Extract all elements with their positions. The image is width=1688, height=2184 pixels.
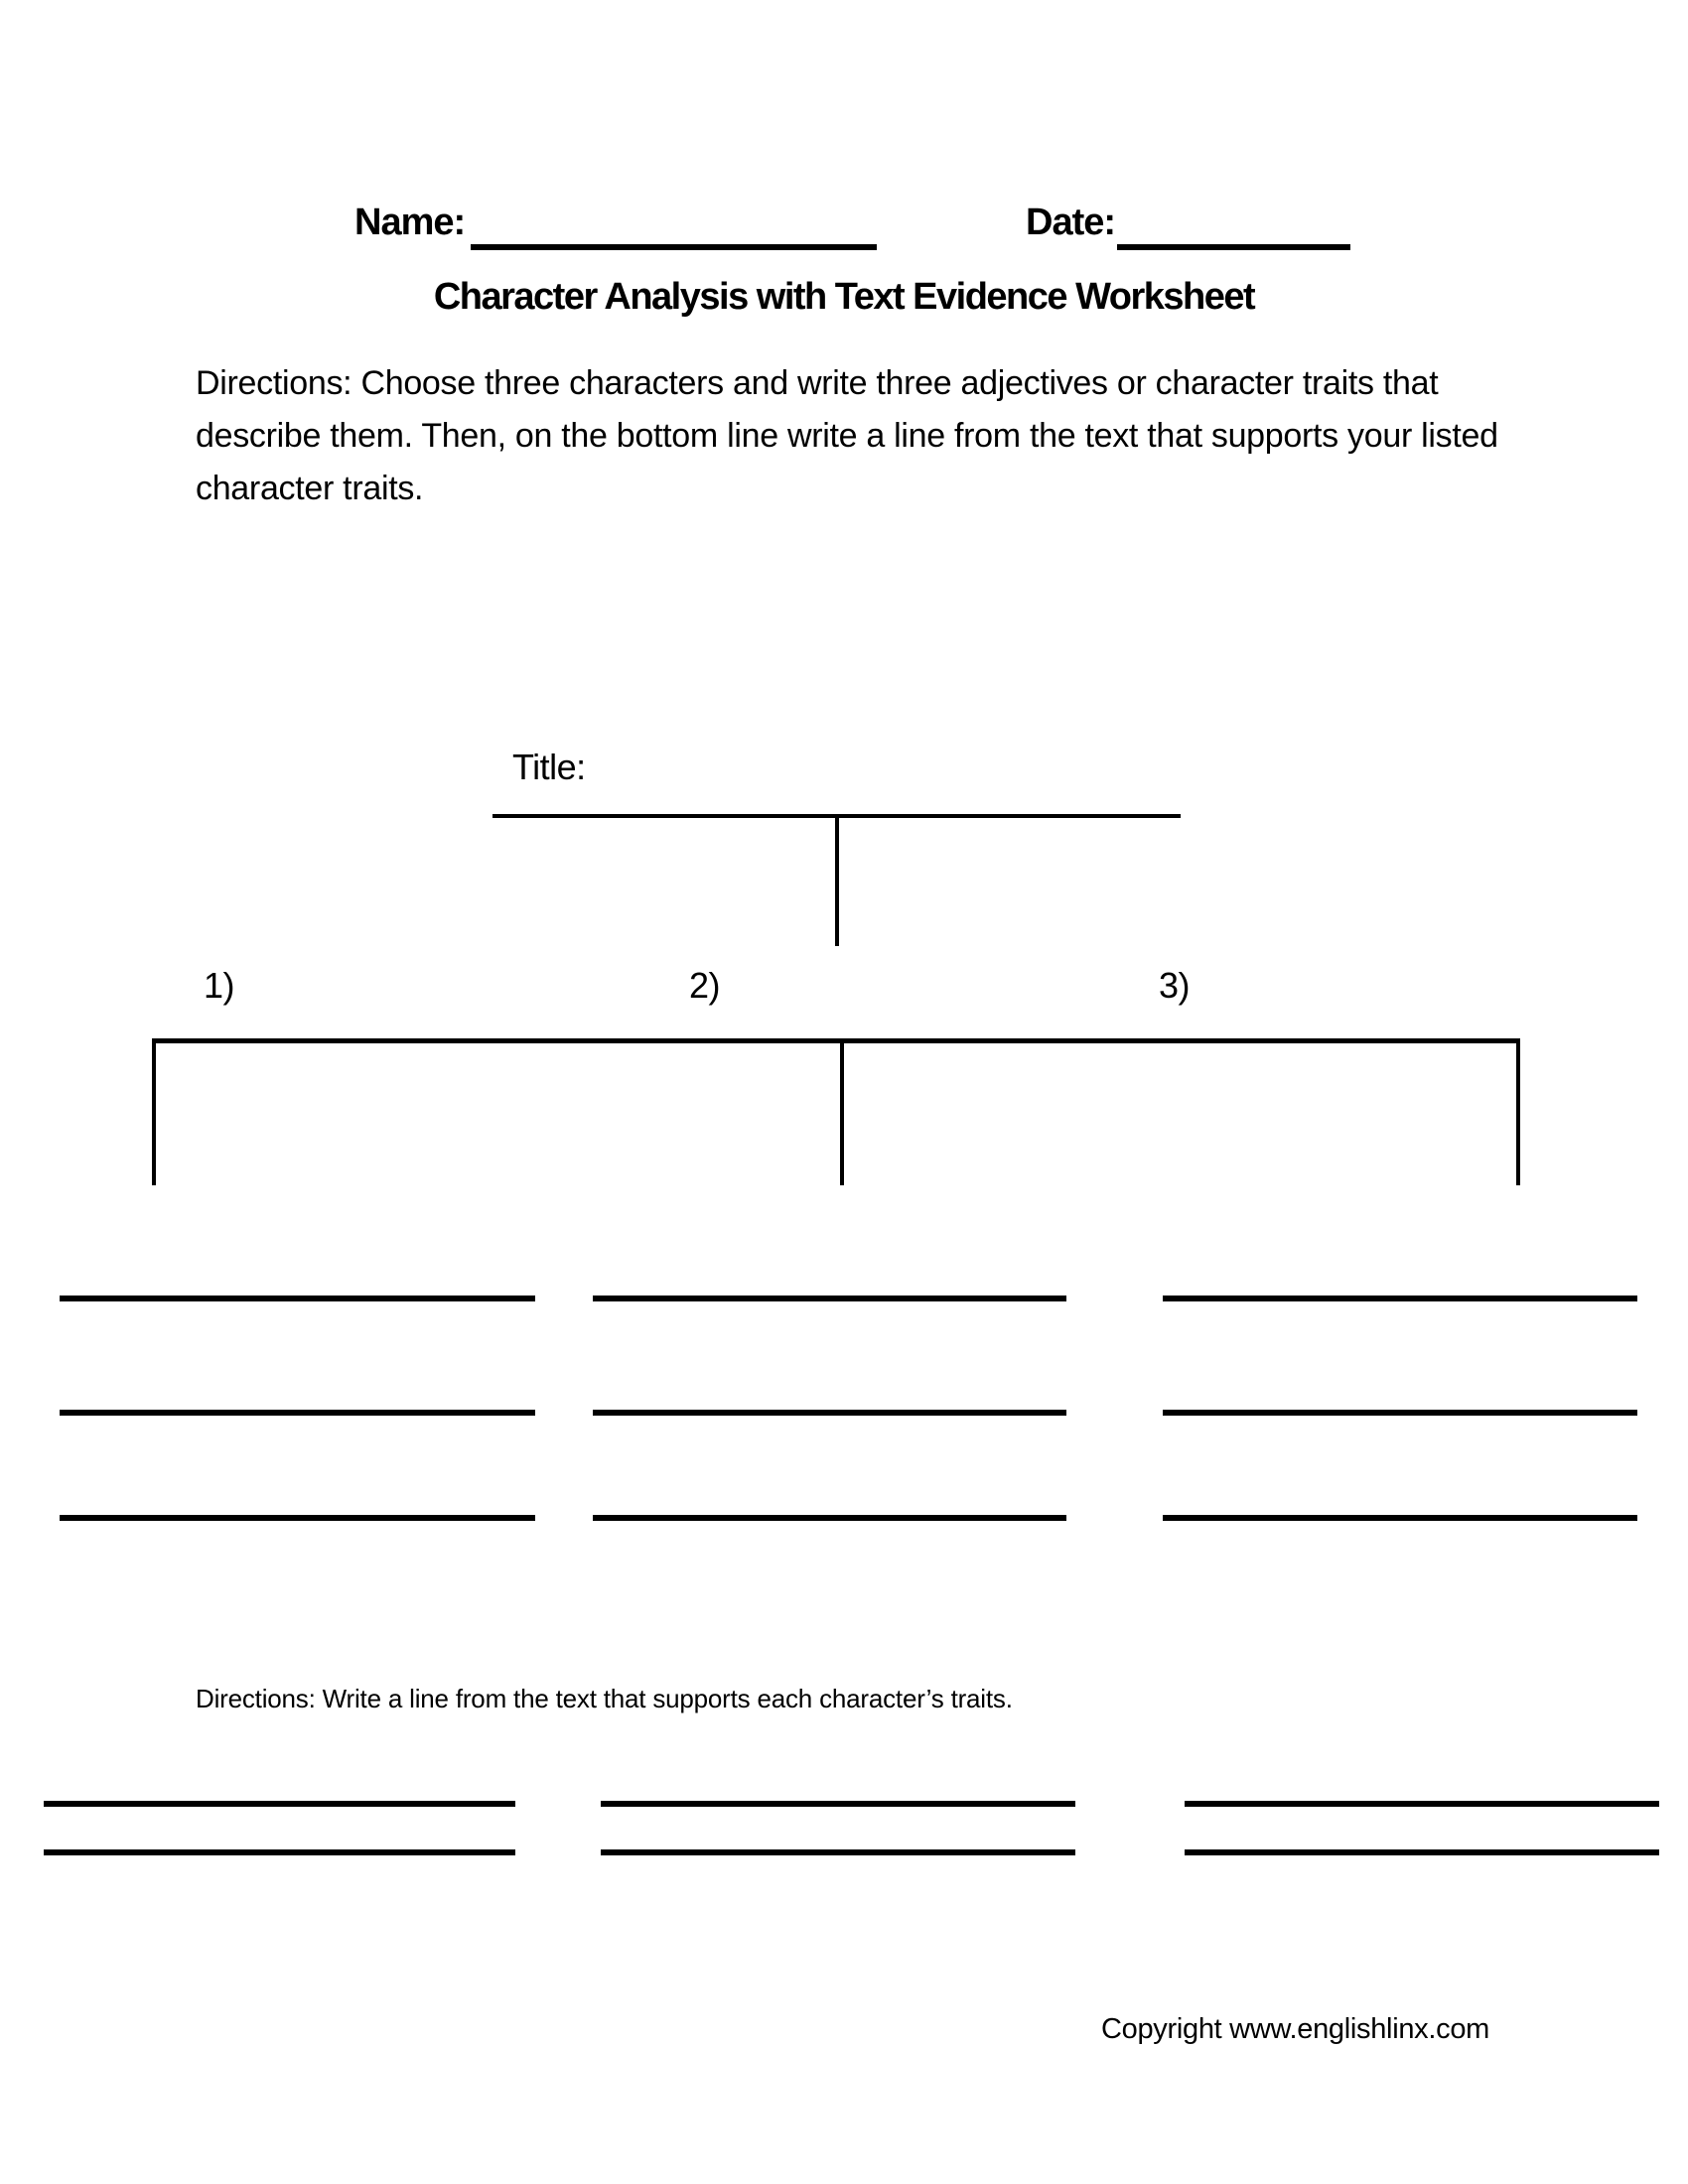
trait-line (60, 1515, 535, 1521)
directions-top: Directions: Choose three characters and write three adjectives or character traits that describe them. Then, on the bottom line write a line from the text that supports your listed character traits. (196, 364, 1498, 507)
evidence-line (601, 1801, 1075, 1807)
bracket-top-line (152, 1038, 1520, 1043)
evidence-line (1185, 1849, 1659, 1855)
trait-line (1163, 1296, 1637, 1301)
evidence-line (1185, 1801, 1659, 1807)
name-label: Name: (354, 202, 466, 243)
trait-line (1163, 1515, 1637, 1521)
evidence-line (601, 1849, 1075, 1855)
date-label: Date: (1026, 202, 1116, 243)
trait-line (60, 1410, 535, 1416)
bracket-right-stem (1516, 1038, 1520, 1185)
branch-label-3: 3) (1159, 965, 1191, 1006)
evidence-line (44, 1801, 515, 1807)
evidence-line (44, 1849, 515, 1855)
bracket-middle-stem (840, 1038, 844, 1185)
trait-line (593, 1410, 1066, 1416)
trait-line (593, 1515, 1066, 1521)
organizer-title-stem (835, 814, 839, 946)
copyright-text: Copyright www.englishlinx.com (1101, 2013, 1490, 2045)
branch-label-2: 2) (689, 965, 721, 1006)
trait-line (593, 1296, 1066, 1301)
bracket-left-stem (152, 1038, 156, 1185)
name-fill-line (471, 244, 877, 250)
branch-label-1: 1) (204, 965, 235, 1006)
trait-line (60, 1296, 535, 1301)
worksheet-title: Character Analysis with Text Evidence Worksheet (433, 276, 1255, 318)
date-fill-line (1117, 244, 1350, 250)
trait-line (1163, 1410, 1637, 1416)
directions-bottom: Directions: Write a line from the text that supports each character’s traits. (196, 1684, 1013, 1713)
organizer-title-label: Title: (512, 747, 586, 787)
